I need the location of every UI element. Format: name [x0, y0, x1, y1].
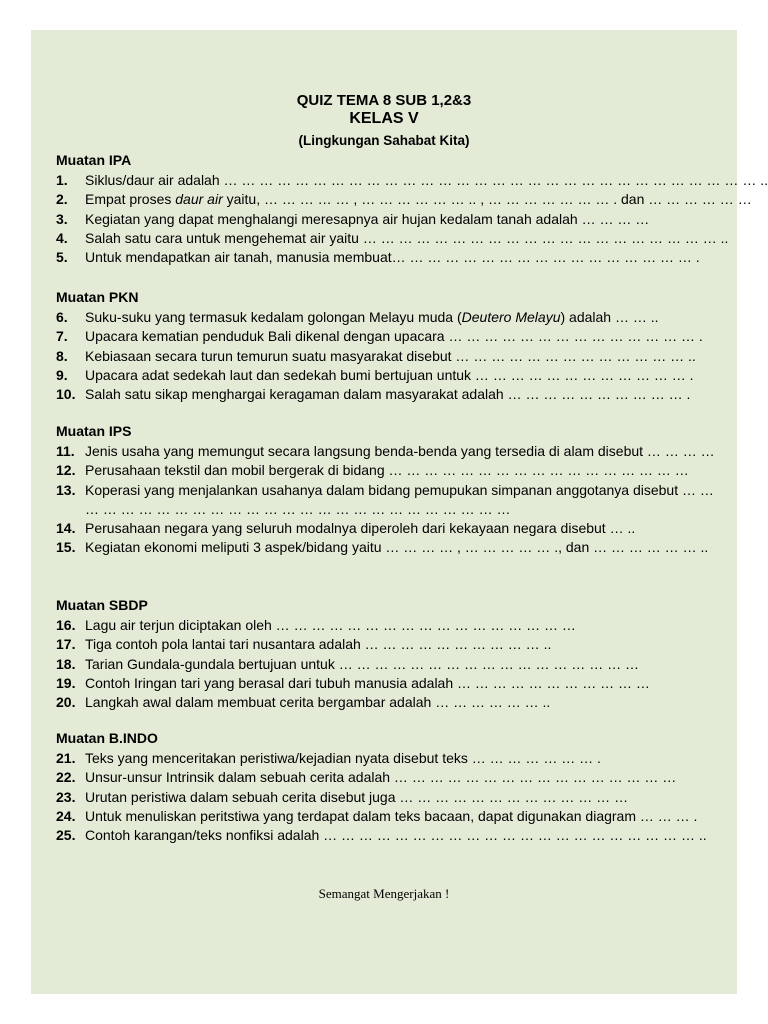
question-number: 17. [56, 636, 76, 653]
question-text: Kegiatan yang dapat menghalangi meresapnya air hujan kedalam tanah adalah … … … … [85, 210, 650, 227]
section-heading: Muatan IPA [56, 152, 132, 168]
question-text: Contoh Iringan tari yang berasal dari tubuh manusia adalah … … … … … … … … … … … [85, 674, 650, 691]
section-pkn [56, 288, 726, 404]
question-text: Kebiasaan secara turun temurun suatu masyarakat disebut … … … … … … … … … … … … … .. [85, 347, 696, 364]
question-number: 22. [56, 769, 76, 786]
question-text: Upacara adat sedekah laut dan sedekah bumi bertujuan untuk … … … … … … … … … … … … . [85, 366, 694, 383]
question-number: 16. [56, 617, 76, 634]
question-number: 9. [56, 366, 68, 383]
question-item [56, 210, 726, 229]
question-item [56, 674, 726, 693]
question-number: 21. [56, 750, 76, 767]
question-text: Kegiatan ekonomi meliputi 3 aspek/bidang yaitu … … … … , … … … … … ., dan … … … … … … .. [85, 539, 709, 556]
question-text: Upacara kematian penduduk Bali dikenal dengan upacara … … … … … … … … … … … … … … . [85, 328, 703, 345]
question-number: 24. [56, 807, 76, 824]
question-number: 7. [56, 328, 68, 345]
question-text: Siklus/daur air adalah … … … … … … … … … … … … … … … … … … … … … … … … … … … … … … .. [85, 172, 768, 189]
question-text-part: Suku-suku yang termasuk kedalam golongan Melayu muda ( [85, 309, 462, 326]
question-number: 3. [56, 210, 68, 227]
question-number: 12. [56, 462, 76, 479]
question-text: Perusahaan tekstil dan mobil bergerak di bidang … … … … … … … … … … … … … … … … … [85, 462, 689, 479]
question-item [56, 768, 726, 787]
closing-message: Semangat Mengerjakan ! [318, 886, 450, 901]
question-item [56, 655, 726, 674]
question-item [56, 308, 726, 327]
question-text: Contoh karangan/teks nonfiksi adalah … … … … … … … … … … … … … … … … … … … … … .. [85, 827, 707, 844]
question-item [56, 826, 726, 845]
question-text: Salah satu cara untuk mengehemat air yaitu … … … … … … … … … … … … … … … … … … … … .. [85, 229, 729, 246]
question-text: Untuk menuliskan peritstiwa yang terdapat dalam teks bacaan, dapat digunakan diagram … … … . [85, 807, 698, 824]
question-item [56, 190, 752, 209]
question-item [56, 461, 726, 480]
question-item [56, 347, 726, 366]
theme-subtitle: (Lingkungan Sahabat Kita) [298, 133, 470, 148]
question-number: 4. [56, 229, 68, 246]
question-item [56, 248, 726, 267]
question-text: Untuk mendapatkan air tanah, manusia membuat… … … … … … … … … … … … … … … … … . [85, 249, 700, 266]
question-number: 25. [56, 827, 76, 844]
question-text: Urutan peristiwa dalam sebuah cerita disebut juga … … … … … … … … … … … … … [85, 788, 629, 805]
section-ipa [56, 151, 768, 267]
question-text: Tarian Gundala-gundala bertujuan untuk … … … … … … … … … … … … … … … … … [85, 655, 639, 672]
question-number: 8. [56, 347, 68, 364]
question-item [56, 788, 726, 807]
question-item [56, 616, 726, 635]
quiz-title: QUIZ TEMA 8 SUB 1,2&3 [296, 92, 472, 109]
question-number: 13. [56, 481, 76, 498]
question-text: Langkah awal dalam membuat cerita bergambar adalah … … … … … … .. [85, 694, 551, 711]
question-text [85, 190, 752, 209]
question-item [56, 519, 726, 538]
section-heading: Muatan B.INDO [56, 730, 158, 746]
section-heading: Muatan SBDP [56, 597, 148, 613]
question-number: 10. [56, 386, 76, 403]
question-item [56, 385, 726, 404]
question-item [56, 749, 726, 768]
section-bindo [56, 729, 726, 845]
question-item [56, 635, 726, 654]
question-text: Jenis usaha yang memungut secara langsung benda-benda yang tersedia di alam disebut … … … … [85, 443, 715, 460]
question-text-part: ) adalah … … .. [560, 309, 659, 326]
question-item [56, 481, 726, 519]
question-text-emphasis: Deutero Melayu [461, 309, 561, 326]
class-label: KELAS V [349, 110, 419, 127]
question-item [56, 327, 726, 346]
question-item [56, 442, 726, 461]
question-number: 15. [56, 539, 76, 556]
question-text-part: Empat proses [85, 191, 176, 208]
question-text: Unsur-unsur Intrinsik dalam sebuah cerita adalah … … … … … … … … … … … … … … … … [85, 769, 677, 786]
question-item [56, 693, 726, 712]
question-item [56, 171, 768, 190]
question-text: Koperasi yang menjalankan usahanya dalam bidang pemupukan simpanan anggotanya disebut … … … … … … … … … … … … … … … … … … … … … … … … … … [85, 481, 714, 517]
section-ips [56, 422, 726, 557]
question-text: Lagu air terjun diciptakan oleh … … … … … … … … … … … … … … … … … [85, 617, 576, 634]
question-number: 5. [56, 249, 68, 266]
section-heading: Muatan IPS [56, 423, 132, 439]
question-number: 6. [56, 309, 68, 326]
question-text-part: yaitu, … … … … … , … … … … … … .. , … … … … … … … . dan … … … … … … [222, 191, 752, 208]
question-text: Salah satu sikap menghargai keragaman dalam masyarakat adalah … … … … … … … … … … . [85, 386, 691, 403]
question-number: 18. [56, 655, 76, 672]
question-text: Perusahaan negara yang seluruh modalnya diperoleh dari kekayaan negara disebut … .. [85, 520, 636, 537]
question-item [56, 807, 726, 826]
question-number: 11. [56, 443, 75, 460]
question-item [56, 366, 726, 385]
question-item [56, 538, 726, 557]
question-number: 23. [56, 788, 76, 805]
question-number: 20. [56, 694, 76, 711]
question-text [85, 308, 726, 327]
section-heading: Muatan PKN [56, 289, 139, 305]
section-sbdp [56, 596, 726, 712]
question-number: 1. [56, 172, 68, 189]
question-text-emphasis: daur air [175, 191, 223, 208]
question-number: 2. [56, 191, 68, 208]
document-page [31, 30, 768, 994]
question-item [56, 229, 729, 248]
question-text: Tiga contoh pola lantai tari nusantara adalah … … … … … … … … … … .. [85, 636, 552, 653]
question-number: 14. [56, 520, 76, 537]
question-number: 19. [56, 674, 76, 691]
question-text: Teks yang menceritakan peristiwa/kejadian nyata disebut teks … … … … … … … . [85, 750, 601, 767]
